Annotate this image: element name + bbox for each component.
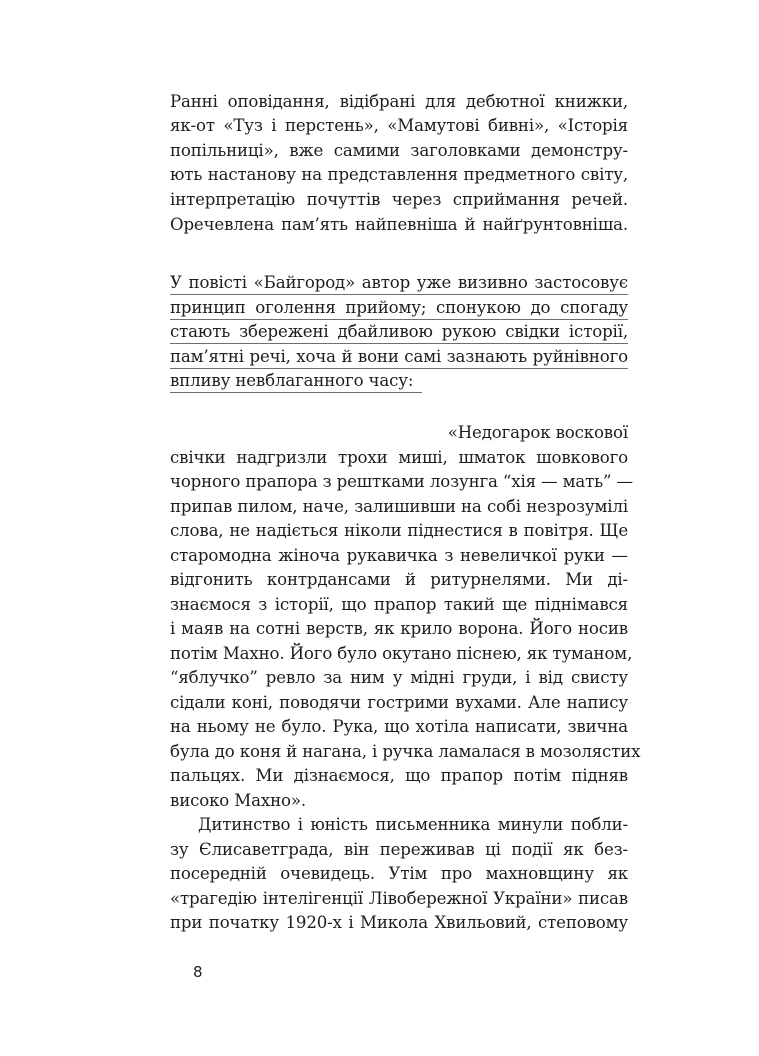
text-line: як-от «Туз і перстень», «Мамутові бивні», «Історія: [170, 116, 628, 135]
quote-line: «Недогарок воскової: [447, 423, 628, 442]
quote-line: старомодна жіноча рукавичка з невеличкої руки —: [170, 546, 628, 565]
text-line: попільниці», вже самими заголовками демонстру-: [170, 141, 628, 160]
quote-line: відгонить контрдансами й ритурнелями. Ми ді-: [170, 570, 628, 589]
quote-line: знаємося з історії, що прапор такий ще піднімався: [170, 595, 628, 614]
quote-line: “яблучко” ревло за ним у мідні груди, і від свисту: [170, 668, 628, 687]
text-line: Дитинство і юність письменника минули побли-: [198, 815, 628, 834]
quote-line: на ньому не було. Рука, що хотіла написати, звична: [170, 717, 628, 736]
text-line: зу Єлисаветграда, він переживав ці події як без-: [170, 840, 628, 859]
quote-line: сідали коні, поводячи гострими вухами. Але напису: [170, 693, 628, 712]
quote-line: була до коня й нагана, і ручка ламалася в мозолястих: [170, 742, 641, 761]
text-line: «трагедію інтелігенції Лівобережної України» писав: [170, 889, 628, 908]
quote-line: припав пилом, наче, залишивши на собі незрозумілі: [170, 497, 628, 516]
quote-line: свічки надгризли трохи миші, шматок шовкового: [170, 448, 628, 467]
quote-line: слова, не надіється ніколи піднестися в повітря. Ще: [170, 521, 628, 540]
underlined-line: стають збережені дбайливою рукою свідки історії,: [170, 321, 628, 344]
text-line: інтерпретацію почуттів через сприймання речей.: [170, 190, 628, 209]
quote-line: потім Махно. Його було окутано піснею, як туманом,: [170, 644, 633, 663]
text-line: ють настанову на представлення предметного світу,: [170, 165, 628, 184]
underlined-line: пам’ятні речі, хоча й вони самі зазнають руйнівного: [170, 346, 628, 369]
text-line: при початку 1920-х і Микола Хвильовий, степовому: [170, 913, 628, 932]
underlined-line: принцип оголення прийому; спонукою до спогаду: [170, 297, 628, 320]
text-line: посередній очевидець. Утім про махновщину як: [170, 864, 628, 883]
quote-line: високо Махно».: [170, 791, 306, 810]
text-line: Ранні оповідання, відібрані для дебютної книжки,: [170, 92, 628, 111]
quote-line: пальцях. Ми дізнаємося, що прапор потім підняв: [170, 766, 628, 785]
underlined-line: У повісті «Байгород» автор уже визивно застосовує: [170, 272, 628, 295]
quote-line: і маяв на сотні верств, як крило ворона. Його носив: [170, 619, 628, 638]
page-number: 8: [193, 963, 203, 981]
text-line: Оречевлена пам’ять найпевніша й найґрунтовніша.: [170, 215, 628, 234]
underlined-line: впливу невблаганного часу:: [170, 370, 422, 393]
quote-line: чорного прапора з рештками лозунга “хія — мать” —: [170, 472, 633, 491]
